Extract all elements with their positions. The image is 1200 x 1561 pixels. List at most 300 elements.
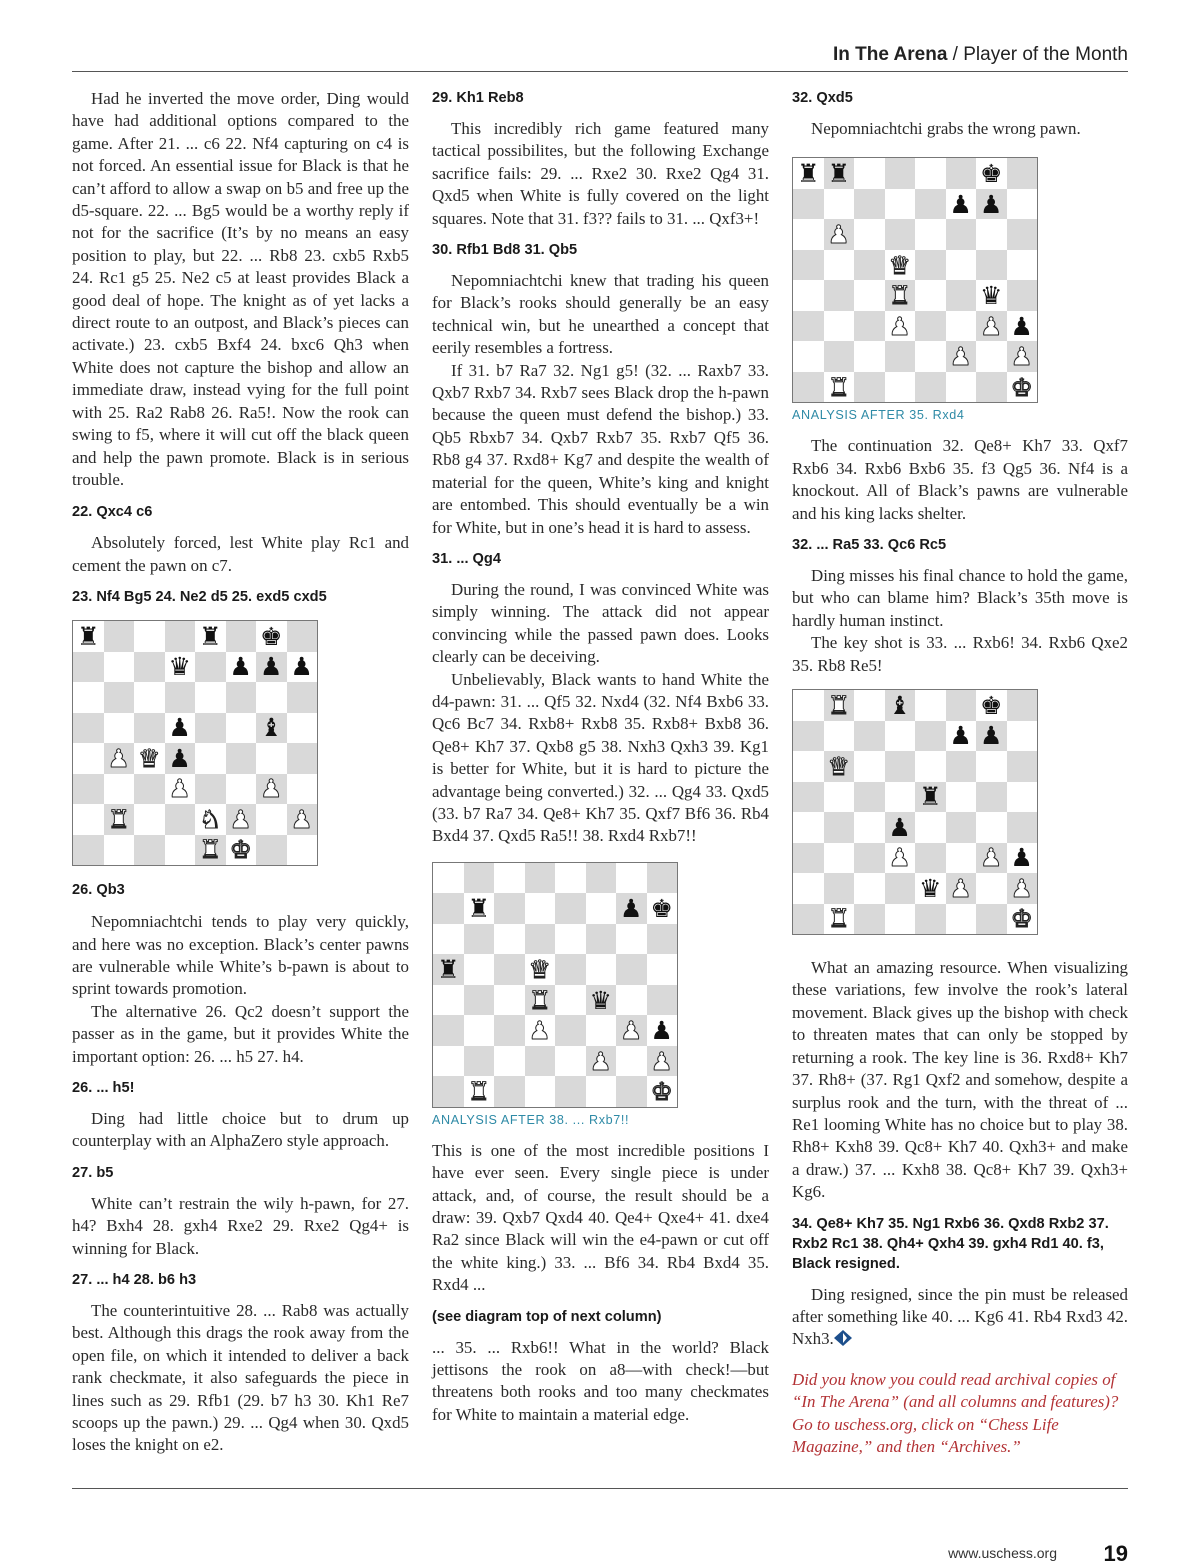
board-square bbox=[946, 158, 977, 189]
paragraph: Nepomniachtchi tends to play very quickly, and here was no exception. Black’s center pawns are vulnerable while White’s b-pawn is about to sprint towards promotion. bbox=[72, 912, 409, 999]
board-square bbox=[134, 835, 165, 866]
move-heading: 32. Qxd5 bbox=[792, 90, 853, 106]
board-square bbox=[73, 774, 104, 805]
board-square bbox=[915, 311, 946, 342]
paragraph: This incredibly rich game featured many tactical possibilites, but the following Exchange sacrifice fails: 29. ... Rxe2 30. Rxe2 Qg4 31. Qxd5 when White is fully covered on the light squares. Note that 31. f3?? fails to 31. ... Qxf3+! bbox=[432, 119, 769, 228]
board-square bbox=[433, 1046, 464, 1077]
board-square bbox=[885, 904, 916, 935]
black-pawn-icon: ♟ bbox=[888, 812, 911, 842]
paragraph: During the round, I was convinced White was simply winning. The attack did not appear convincing while the passed pawn does. Looks clearly can be deceiving. bbox=[432, 579, 769, 667]
board-square bbox=[793, 782, 824, 813]
white-pawn-icon: ♟ bbox=[589, 1046, 612, 1076]
board-square bbox=[885, 219, 916, 250]
board-square bbox=[647, 863, 678, 894]
board-square bbox=[793, 721, 824, 752]
white-pawn-icon: ♟ bbox=[528, 1016, 551, 1046]
move-heading: 34. Qe8+ Kh7 35. Ng1 Rxb6 36. Qxd8 Rxb2 37. Rxb2 Rc1 38. Qh4+ Qxh4 39. gxh4 Rd1 40. f3, Black resigned. bbox=[792, 1215, 1109, 1272]
board-square bbox=[555, 893, 586, 924]
board-square bbox=[195, 652, 226, 683]
move-heading: 30. Rfb1 Bd8 31. Qb5 bbox=[432, 242, 578, 259]
board-square bbox=[287, 743, 318, 774]
black-pawn-icon: ♟ bbox=[290, 652, 313, 682]
black-rook-icon: ♜ bbox=[77, 621, 100, 651]
board-square bbox=[946, 904, 977, 935]
board-square bbox=[555, 1046, 586, 1077]
move-heading: 32. ... Ra5 33. Qc6 Rc5 bbox=[792, 537, 947, 554]
board-square bbox=[885, 873, 916, 904]
board-square bbox=[104, 682, 135, 713]
board-square bbox=[824, 904, 855, 935]
black-queen-icon: ♛ bbox=[919, 873, 942, 903]
board-square bbox=[464, 893, 495, 924]
paragraph: Absolutely forced, lest White play Rc1 and cement the pawn on c7. bbox=[72, 533, 409, 575]
board-square bbox=[256, 743, 287, 774]
black-pawn-icon: ♟ bbox=[980, 721, 1003, 751]
board-square bbox=[586, 1076, 617, 1107]
board-square bbox=[824, 873, 855, 904]
board-square bbox=[586, 924, 617, 955]
board-square bbox=[226, 835, 257, 866]
board-square bbox=[793, 904, 824, 935]
board-square bbox=[525, 1015, 556, 1046]
end-of-article-icon bbox=[834, 1330, 852, 1346]
board-square bbox=[793, 189, 824, 220]
board-square bbox=[165, 621, 196, 652]
board-square bbox=[165, 652, 196, 683]
board-square bbox=[915, 219, 946, 250]
board-square bbox=[616, 954, 647, 985]
paragraph: ... 35. ... Rxb6!! What in the world? Black jettisons the rook on a8—with check!—but threatens both rooks and too many checkmates for White to maintain a material edge. bbox=[432, 1337, 769, 1424]
board-square bbox=[616, 1046, 647, 1077]
move-heading: 22. Qxc4 c6 bbox=[72, 504, 153, 521]
board-square bbox=[793, 812, 824, 843]
white-rook-icon: ♜ bbox=[467, 1077, 490, 1107]
move-heading: 23. Nf4 Bg5 24. Ne2 d5 25. exd5 cxd5 bbox=[72, 589, 327, 606]
paragraph: Ding had little choice but to drum up counterplay with an AlphaZero style approach. bbox=[72, 1108, 409, 1151]
board-square bbox=[73, 835, 104, 866]
white-king-icon: ♚ bbox=[650, 1077, 673, 1107]
board-square bbox=[793, 341, 824, 372]
board-square bbox=[287, 835, 318, 866]
white-pawn-icon: ♟ bbox=[168, 774, 191, 804]
board-square bbox=[73, 621, 104, 652]
board-square bbox=[946, 812, 977, 843]
archive-promo: Did you know you could read archival copies of “In The Arena” (and all columns and features)? Go to uschess.org, click on “Chess Life Magazine,” and then “Archives.” bbox=[792, 1369, 1119, 1456]
board-square bbox=[976, 189, 1007, 220]
board-square bbox=[824, 341, 855, 372]
black-pawn-icon: ♟ bbox=[980, 189, 1003, 219]
board-square bbox=[433, 893, 464, 924]
black-pawn-icon: ♟ bbox=[168, 743, 191, 773]
board-square bbox=[586, 1046, 617, 1077]
board-square bbox=[104, 621, 135, 652]
board-square bbox=[287, 652, 318, 683]
board-square bbox=[647, 1015, 678, 1046]
board-square bbox=[946, 690, 977, 721]
board-square bbox=[976, 280, 1007, 311]
paragraph: Nepomniachtchi grabs the wrong pawn. bbox=[811, 119, 1081, 138]
board-square bbox=[976, 250, 1007, 281]
board-square bbox=[793, 158, 824, 189]
board-square bbox=[494, 954, 525, 985]
black-pawn-icon: ♟ bbox=[168, 713, 191, 743]
board-square bbox=[915, 721, 946, 752]
black-bishop-icon: ♝ bbox=[260, 713, 283, 743]
board-square bbox=[134, 682, 165, 713]
board-square bbox=[525, 1046, 556, 1077]
board-square bbox=[1007, 189, 1038, 220]
board-square bbox=[915, 372, 946, 403]
move-heading: (see diagram top of next column) bbox=[432, 1308, 662, 1325]
board-square bbox=[976, 751, 1007, 782]
black-king-icon: ♚ bbox=[980, 159, 1003, 189]
board-square bbox=[586, 1015, 617, 1046]
board-square bbox=[525, 954, 556, 985]
board-square bbox=[885, 843, 916, 874]
diagram-caption: ANALYSIS AFTER 38. ... Rxb7!! bbox=[432, 1112, 630, 1127]
board-square bbox=[976, 690, 1007, 721]
board-square bbox=[586, 985, 617, 1016]
move-heading: 26. ... h5! bbox=[72, 1079, 135, 1096]
white-king-icon: ♚ bbox=[1010, 904, 1033, 934]
board-square bbox=[195, 682, 226, 713]
board-square bbox=[793, 751, 824, 782]
board-square bbox=[885, 782, 916, 813]
board-square bbox=[525, 985, 556, 1016]
board-square bbox=[134, 774, 165, 805]
board-square bbox=[885, 690, 916, 721]
footer-url: www.uschess.org bbox=[948, 1545, 1057, 1561]
board-square bbox=[1007, 873, 1038, 904]
white-rook-icon: ♜ bbox=[107, 804, 130, 834]
paragraph: If 31. b7 Ra7 32. Ng1 g5! (32. ... Raxb7 33. Qxb7 Rxb7 34. Rxb7 sees Black drop the h-pawn because the queen must defend the bishop.) 33. Qb5 Rbxb7 34. Qxb7 Rxb7 35. Rxb7 Qf5 36. Rb8 g4 37. Rxd8+ Kg7 and despite the wealth of material for the queen, White’s king and knight are entombed. This should eventually be a win for White, but in one’s head it is hard to assess. bbox=[432, 360, 769, 537]
board-square bbox=[73, 743, 104, 774]
white-king-icon: ♚ bbox=[229, 835, 252, 865]
board-square bbox=[494, 893, 525, 924]
board-square bbox=[134, 621, 165, 652]
board-square bbox=[1007, 311, 1038, 342]
board-square bbox=[885, 341, 916, 372]
board-square bbox=[854, 782, 885, 813]
black-queen-icon: ♛ bbox=[589, 985, 612, 1015]
black-queen-icon: ♛ bbox=[980, 281, 1003, 311]
board-square bbox=[824, 782, 855, 813]
footer-rule bbox=[72, 1488, 1128, 1489]
board-square bbox=[256, 682, 287, 713]
paragraph: The key shot is 33. ... Rxb6! 34. Rxb6 Qxe2 35. Rb8 Re5! bbox=[792, 633, 1128, 675]
board-square bbox=[885, 158, 916, 189]
black-queen-icon: ♛ bbox=[168, 652, 191, 682]
black-pawn-icon: ♟ bbox=[1010, 843, 1033, 873]
paragraph: Unbelievably, Black wants to hand White the d4-pawn: 31. ... Qf5 32. Nxd4 (32. Nf4 Bxb6 33. Qc6 Bc7 34. Rxb8+ Rxb8 35. Rxb8+ Bxb8 36. Qe8+ Kh7 37. Qxb8 g5 38. Nxh3 Qxh3 39. Kg1 is better for White, but it is hard to picture the advantage being converted.) 32. ... Qg4 33. Qxd5 (33. b7 Ra7 34. Qe8+ Kh7 35. Qxf7 Bf6 36. Rb4 Bxd4 37. Qxd5 Ra5!! 38. Rxd4 Rxb7!! bbox=[432, 669, 769, 846]
board-square bbox=[165, 774, 196, 805]
paragraph: Had he inverted the move order, Ding would have had additional options compared to the game. After 21. ... c6 22. Nf4 capturing on c4 is not forced. An essential issue for Black is that he can’t afford to allow a swap on b5 and free up the d5-square. 22. ... Bg5 would be a worthy reply if not for the sacrifice (It’s by no means an easy position to play, but 22. ... Rb8 23. cxb5 Rxb5 24. Rc1 g5 25. Ne2 c5 at least provides Black a good deal of hope. The knight as of yet lacks a direct route to an outpost, and Black’s pieces can activate.) 23. cxb5 Bxf4 24. bxc6 Qh3 when White does not capture the bishop and allow an immediate draw, instead vying for the full point with 25. Ra2 Rab8 26. Ra5!. Now the rook can swing to f5, where it will cut off the black queen and help the pawn promote. Black is in serious trouble. bbox=[72, 89, 409, 489]
board-square bbox=[824, 189, 855, 220]
board-square bbox=[555, 1015, 586, 1046]
move-heading: 27. ... h4 28. b6 h3 bbox=[72, 1272, 197, 1288]
board-square bbox=[976, 311, 1007, 342]
paragraph: Nepomniachtchi knew that trading his queen for Black’s rooks should generally be an easy technical win, but he unearthed a concept that eerily resembles a fortress. bbox=[432, 271, 769, 358]
board-square bbox=[854, 158, 885, 189]
black-bishop-icon: ♝ bbox=[888, 690, 911, 720]
board-square bbox=[915, 250, 946, 281]
board-square bbox=[647, 1076, 678, 1107]
board-square bbox=[165, 804, 196, 835]
white-knight-icon: ♞ bbox=[199, 804, 222, 834]
board-square bbox=[946, 873, 977, 904]
white-pawn-icon: ♟ bbox=[980, 843, 1003, 873]
board-square bbox=[104, 743, 135, 774]
board-square bbox=[433, 954, 464, 985]
column-3 bbox=[792, 88, 1128, 1458]
board-square bbox=[433, 985, 464, 1016]
closing-text: Ding resigned, since the pin must be released after something like 40. ... Kg6 41. Rb4 Rxd3 42. Nxh3. bbox=[792, 1284, 1128, 1349]
board-square bbox=[793, 280, 824, 311]
board-square bbox=[854, 812, 885, 843]
white-pawn-icon: ♟ bbox=[827, 220, 850, 250]
board-square bbox=[226, 652, 257, 683]
board-square bbox=[915, 812, 946, 843]
board-square bbox=[433, 1015, 464, 1046]
chess-diagram bbox=[792, 689, 1038, 935]
board-square bbox=[885, 250, 916, 281]
board-square bbox=[616, 863, 647, 894]
board-square bbox=[976, 782, 1007, 813]
board-square bbox=[555, 954, 586, 985]
board-square bbox=[793, 372, 824, 403]
paragraph: What an amazing resource. When visualizing these variations, few involve the rook’s lateral movement. Black gives up the bishop with check to threaten mates that can only be stopped by returning a rook. The key line is 36. Rxd8+ Kh7 37. Rh8+ (37. Rg1 Qxf2 and somehow, despite a surplus rook and the turn, with the threat of ... Re1 looming White has no choice but to play 38. Rh8+ Kxh8 39. Qc8+ Kh7 40. Qxh3+ and make a draw.) 37. ... Kxh8 38. Qc8+ Kh7 39. Qxh3+ Kg6. bbox=[792, 958, 1128, 1202]
board-square bbox=[946, 372, 977, 403]
move-heading: 26. Qb3 bbox=[72, 882, 125, 899]
board-square bbox=[793, 311, 824, 342]
board-square bbox=[525, 893, 556, 924]
board-square bbox=[1007, 372, 1038, 403]
board-square bbox=[165, 682, 196, 713]
board-square bbox=[464, 1046, 495, 1077]
board-square bbox=[793, 843, 824, 874]
board-square bbox=[793, 690, 824, 721]
board-square bbox=[946, 843, 977, 874]
board-square bbox=[854, 904, 885, 935]
white-rook-icon: ♜ bbox=[528, 985, 551, 1015]
board-square bbox=[915, 751, 946, 782]
white-pawn-icon: ♟ bbox=[888, 843, 911, 873]
board-square bbox=[915, 280, 946, 311]
board-square bbox=[854, 721, 885, 752]
board-square bbox=[976, 219, 1007, 250]
board-square bbox=[824, 751, 855, 782]
board-square bbox=[226, 774, 257, 805]
board-square bbox=[946, 751, 977, 782]
black-rook-icon: ♜ bbox=[437, 955, 460, 985]
board-square bbox=[287, 621, 318, 652]
board-square bbox=[946, 341, 977, 372]
board-square bbox=[854, 372, 885, 403]
black-rook-icon: ♜ bbox=[797, 159, 820, 189]
board-square bbox=[73, 652, 104, 683]
board-square bbox=[854, 280, 885, 311]
board-square bbox=[525, 924, 556, 955]
page-number: 19 bbox=[1103, 1541, 1128, 1561]
board-square bbox=[195, 835, 226, 866]
board-square bbox=[824, 690, 855, 721]
board-square bbox=[464, 985, 495, 1016]
white-pawn-icon: ♟ bbox=[1010, 342, 1033, 372]
board-square bbox=[854, 341, 885, 372]
board-square bbox=[946, 782, 977, 813]
board-square bbox=[854, 751, 885, 782]
board-square bbox=[1007, 250, 1038, 281]
board-square bbox=[793, 219, 824, 250]
board-square bbox=[616, 1076, 647, 1107]
board-square bbox=[1007, 721, 1038, 752]
header-rule bbox=[72, 71, 1128, 72]
board-square bbox=[854, 873, 885, 904]
board-square bbox=[195, 743, 226, 774]
section-title: In The Arena bbox=[833, 44, 948, 65]
board-square bbox=[494, 924, 525, 955]
black-pawn-icon: ♟ bbox=[949, 721, 972, 751]
board-square bbox=[195, 713, 226, 744]
board-square bbox=[256, 713, 287, 744]
black-pawn-icon: ♟ bbox=[620, 894, 643, 924]
black-king-icon: ♚ bbox=[980, 690, 1003, 720]
board-square bbox=[647, 1046, 678, 1077]
board-square bbox=[555, 1076, 586, 1107]
board-square bbox=[885, 372, 916, 403]
board-square bbox=[134, 652, 165, 683]
board-square bbox=[104, 804, 135, 835]
board-square bbox=[1007, 219, 1038, 250]
board-square bbox=[226, 804, 257, 835]
board-square bbox=[976, 341, 1007, 372]
board-square bbox=[647, 893, 678, 924]
running-head bbox=[833, 44, 1128, 66]
board-square bbox=[226, 713, 257, 744]
white-pawn-icon: ♟ bbox=[107, 743, 130, 773]
white-rook-icon: ♜ bbox=[827, 690, 850, 720]
board-square bbox=[976, 158, 1007, 189]
white-pawn-icon: ♟ bbox=[1010, 873, 1033, 903]
black-king-icon: ♚ bbox=[260, 621, 283, 651]
board-square bbox=[616, 985, 647, 1016]
board-square bbox=[494, 1076, 525, 1107]
white-rook-icon: ♜ bbox=[827, 372, 850, 402]
board-square bbox=[256, 621, 287, 652]
board-square bbox=[195, 621, 226, 652]
white-pawn-icon: ♟ bbox=[290, 804, 313, 834]
board-square bbox=[134, 743, 165, 774]
board-square bbox=[1007, 904, 1038, 935]
board-square bbox=[885, 280, 916, 311]
board-square bbox=[915, 904, 946, 935]
board-square bbox=[854, 843, 885, 874]
board-square bbox=[915, 341, 946, 372]
board-square bbox=[494, 863, 525, 894]
board-square bbox=[616, 1015, 647, 1046]
board-square bbox=[976, 843, 1007, 874]
paragraph bbox=[792, 1284, 1128, 1351]
board-square bbox=[256, 652, 287, 683]
board-square bbox=[494, 1046, 525, 1077]
board-square bbox=[1007, 341, 1038, 372]
board-square bbox=[433, 924, 464, 955]
board-square bbox=[73, 682, 104, 713]
white-king-icon: ♚ bbox=[1010, 372, 1033, 402]
black-king-icon: ♚ bbox=[650, 894, 673, 924]
board-square bbox=[555, 863, 586, 894]
board-square bbox=[195, 774, 226, 805]
board-square bbox=[854, 690, 885, 721]
white-pawn-icon: ♟ bbox=[260, 774, 283, 804]
board-square bbox=[287, 713, 318, 744]
black-rook-icon: ♜ bbox=[827, 159, 850, 189]
board-square bbox=[1007, 280, 1038, 311]
board-square bbox=[915, 158, 946, 189]
board-square bbox=[647, 924, 678, 955]
board-square bbox=[256, 774, 287, 805]
board-square bbox=[464, 1076, 495, 1107]
paragraph: The alternative 26. Qc2 doesn’t support the passer as in the game, but it provides White the important option: 26. ... h5 27. h4. bbox=[72, 1001, 409, 1066]
board-square bbox=[287, 774, 318, 805]
board-square bbox=[915, 782, 946, 813]
black-rook-icon: ♜ bbox=[919, 782, 942, 812]
board-square bbox=[793, 250, 824, 281]
white-rook-icon: ♜ bbox=[199, 835, 222, 865]
white-queen-icon: ♛ bbox=[528, 955, 551, 985]
board-square bbox=[226, 682, 257, 713]
board-square bbox=[946, 311, 977, 342]
board-square bbox=[824, 219, 855, 250]
black-rook-icon: ♜ bbox=[199, 621, 222, 651]
board-square bbox=[946, 250, 977, 281]
paragraph: White can’t restrain the wily h-pawn, for 27. h4? Bxh4 28. gxh4 Rxe2 29. Rxe2 Qg4+ is winning for Black. bbox=[72, 1193, 409, 1258]
board-square bbox=[824, 372, 855, 403]
board-square bbox=[586, 863, 617, 894]
board-square bbox=[824, 311, 855, 342]
board-square bbox=[104, 652, 135, 683]
board-square bbox=[555, 924, 586, 955]
board-square bbox=[464, 863, 495, 894]
board-square bbox=[616, 893, 647, 924]
board-square bbox=[915, 873, 946, 904]
board-square bbox=[854, 311, 885, 342]
black-rook-icon: ♜ bbox=[467, 894, 490, 924]
board-square bbox=[946, 280, 977, 311]
board-square bbox=[226, 743, 257, 774]
board-square bbox=[287, 804, 318, 835]
board-square bbox=[464, 924, 495, 955]
white-pawn-icon: ♟ bbox=[980, 311, 1003, 341]
board-square bbox=[976, 372, 1007, 403]
white-pawn-icon: ♟ bbox=[949, 873, 972, 903]
board-square bbox=[1007, 690, 1038, 721]
board-square bbox=[73, 713, 104, 744]
board-square bbox=[824, 280, 855, 311]
board-square bbox=[793, 873, 824, 904]
column-1 bbox=[72, 88, 409, 1457]
board-square bbox=[647, 985, 678, 1016]
board-square bbox=[915, 189, 946, 220]
black-pawn-icon: ♟ bbox=[260, 652, 283, 682]
board-square bbox=[525, 1076, 556, 1107]
board-square bbox=[165, 835, 196, 866]
board-square bbox=[976, 812, 1007, 843]
board-square bbox=[824, 250, 855, 281]
column-2 bbox=[432, 88, 769, 1426]
board-square bbox=[494, 1015, 525, 1046]
board-square bbox=[433, 863, 464, 894]
